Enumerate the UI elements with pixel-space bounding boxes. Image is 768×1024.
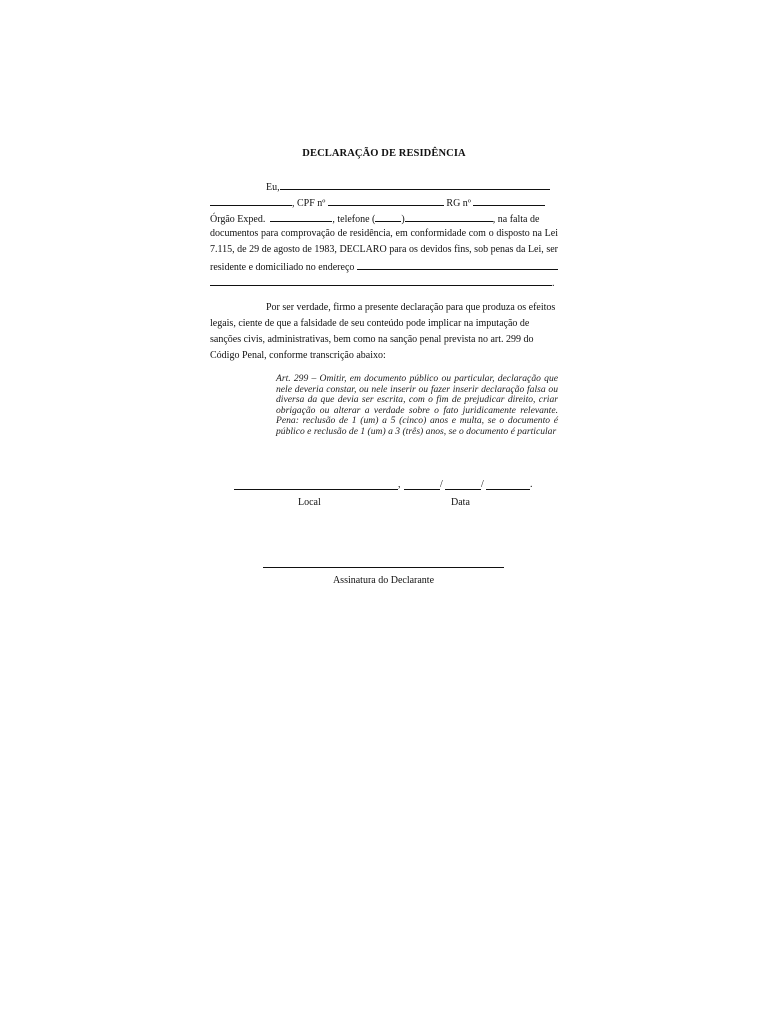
orgao-field[interactable] [270,210,332,222]
year-field[interactable] [486,489,530,490]
line-eu [210,178,558,194]
document-title: DECLARAÇÃO DE RESIDÊNCIA [302,148,466,159]
day-field[interactable] [404,489,440,490]
date-period: . [530,479,533,490]
rg-label: RG nº [446,198,471,209]
article-299-quote: Art. 299 – Omitir, em documento público ou particular, declaração que nele deveria constar, ou nele inserir ou fazer inserir declaração falsa ou diversa da que devia ser escrita, com o fim de prejudicar direito, criar obrigação ou alterar a verdade sobre o fato juridicamente relevante. Pena: reclusão de 1 (um) a 5 (cinco) anos e multa, se o documento é público e reclusão de 1 (um) a 3 (três) anos, se o documento é particular [276,373,558,437]
line-cpf-rg [210,194,558,210]
address-field[interactable] [357,258,558,270]
cpf-field[interactable] [328,194,444,206]
end-period: . [552,278,555,289]
local-comma: , [398,479,401,490]
address-line-2 [210,274,558,290]
local-label: Local [298,497,321,508]
date-slash-2: / [481,479,484,490]
declaration-paragraph: Por ser verdade, firmo a presente declaração para que produza os efeitos legais, ciente de que a falsidade de seu conteúdo pode implicar na imputação de sanções civis, administrativas, bem como na sanção penal prevista no art. 299 do Código Penal, conforme transcrição abaixo: [210,302,556,361]
body-line-3 [210,258,558,274]
signature-label: Assinatura do Declarante [332,575,435,586]
endereco-label: residente e domiciliado no endereço [210,262,355,273]
na-falta-text: , na falta de [492,214,540,225]
name-field[interactable] [280,178,550,190]
month-field[interactable] [445,489,481,490]
rg-field[interactable] [473,194,545,206]
local-field[interactable] [234,489,398,490]
date-slash-1: / [440,479,443,490]
telefone-close: ) [401,214,405,225]
nationality-field[interactable] [210,194,292,206]
line-orgao-telefone [210,210,558,226]
telefone-field[interactable] [405,210,493,222]
telefone-label: , telefone ( [332,214,376,225]
date-label: Data [451,497,470,508]
ddd-field[interactable] [375,210,401,222]
address-field-2[interactable] [210,274,552,286]
body-line-1: documentos para comprovação de residência, em conformidade com o disposto na Lei [210,228,558,239]
cpf-label: , CPF nº [292,198,326,209]
orgao-label: Órgão Exped. [210,214,266,225]
signature-field[interactable] [263,567,504,568]
eu-label: Eu, [266,182,280,193]
body-line-2: 7.115, de 29 de agosto de 1983, DECLARO para os devidos fins, sob penas da Lei, ser [210,244,558,255]
